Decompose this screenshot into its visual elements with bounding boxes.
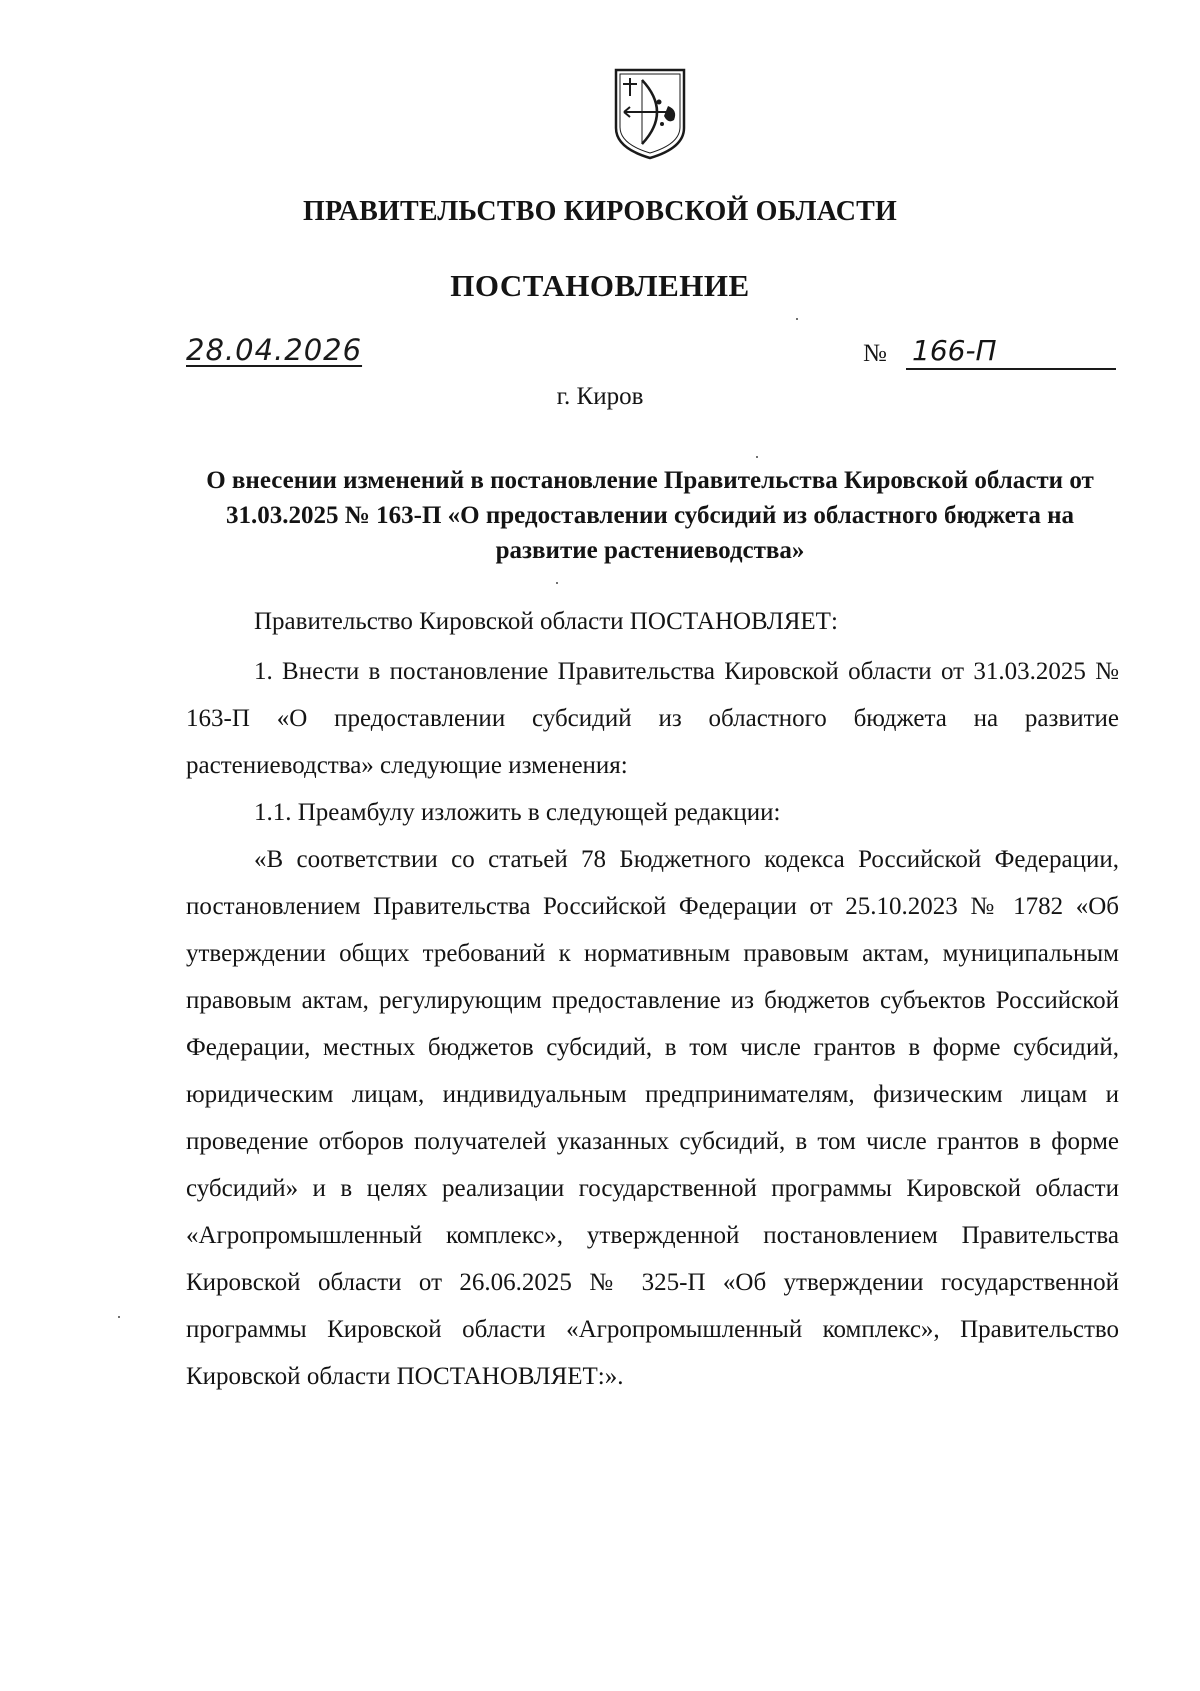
- document-date: 28.04.2026: [186, 333, 363, 367]
- body-paragraph: Правительство Кировской области ПОСТАНОВЛЯЕТ:: [254, 608, 838, 635]
- document-type: ПОСТАНОВЛЕНИЕ: [450, 268, 750, 303]
- document-title: О внесении изменений в постановление Правительства Кировской области от 31.03.2025 № 163-П «О предоставлении субсидий из областного бюджета на развитие растениеводства»: [206, 467, 1094, 564]
- number-label: №: [863, 340, 887, 367]
- document-number: 166-П: [906, 334, 1116, 370]
- body-paragraph: 1. Внести в постановление Правительства Кировской области от 31.03.2025 № 163-П «О предоставлении субсидий из областного бюджета на развитие растениеводства» следующие изменения:: [186, 658, 1119, 779]
- coat-of-arms-icon: [612, 66, 688, 162]
- scan-speck: [118, 1316, 120, 1318]
- body-paragraph: 1.1. Преамбулу изложить в следующей редакции:: [254, 799, 781, 826]
- scan-speck: [556, 582, 558, 584]
- scan-speck: [796, 318, 798, 320]
- organization-name: ПРАВИТЕЛЬСТВО КИРОВСКОЙ ОБЛАСТИ: [302, 196, 897, 227]
- scan-speck: [756, 456, 758, 458]
- city: г. Киров: [556, 383, 644, 410]
- body-paragraph: «В соответствии со статьей 78 Бюджетного кодекса Российской Федерации, постановлением Правительства Российской Федерации от 25.10.2023 № 1782 «Об утверждении общих требований к нормативным правовым актам, муниципальным правовым актам, регулирующим предоставление из бюджетов субъектов Российской Федерации, местных бюджетов субсидий, в том числе грантов в форме субсидий, юридическим лицам, индивидуальным предпринимателям, физическим лицам и проведение отборов получателей указанных субсидий, в том числе грантов в форме субсидий» и в целях реализации государственной программы Кировской области «Агропромышленный комплекс», утвержденной постановлением Правительства Кировской области от 26.06.2025 № 325-П «Об утверждении государственной программы Кировской области «Агропромышленный комплекс», Правительство Кировской области ПОСТАНОВЛЯЕТ:».: [186, 846, 1119, 1390]
- document-body: [186, 598, 1119, 1400]
